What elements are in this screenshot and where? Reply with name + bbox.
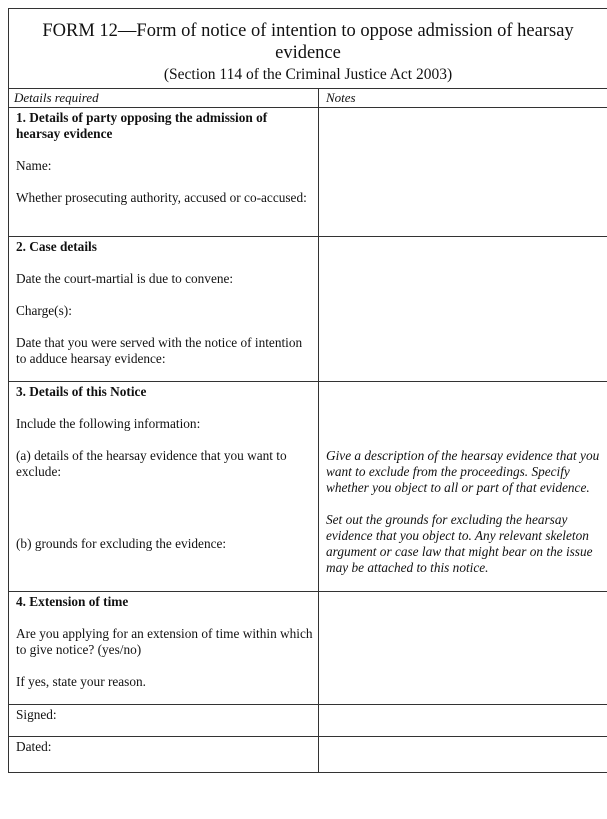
section-1-notes[interactable]	[319, 108, 607, 237]
form-title: FORM 12—Form of notice of intention to oppose admission of hearsay evidence	[42, 21, 574, 63]
form-header	[9, 8, 607, 89]
hearsay-details-field-label: (a) details of the hearsay evidence that you want to exclude:	[16, 448, 287, 479]
note-hearsay-description: Give a description of the hearsay evidence that you want to exclude from the proceedings. Specify whether you object to all or part of that evidence.	[326, 448, 600, 495]
form-table	[9, 89, 607, 773]
exclusion-grounds-field-label: (b) grounds for excluding the evidence:	[16, 536, 227, 551]
name-field-label: Name:	[16, 158, 52, 173]
convene-date-field-label: Date the court-martial is due to convene:	[16, 271, 234, 286]
signed-label: Signed:	[9, 705, 319, 737]
dated-label: Dated:	[9, 737, 319, 773]
hearsay-opposition-form	[8, 8, 607, 773]
section-3-heading: 3. Details of this Notice	[16, 384, 147, 399]
dated-row	[9, 737, 607, 773]
extension-reason-label: If yes, state your reason.	[16, 674, 146, 689]
dated-field[interactable]	[319, 737, 607, 773]
extension-question-label: Are you applying for an extension of time within which to give notice? (yes/no)	[16, 626, 313, 657]
served-date-field-label: Date that you were served with the notice of intention to adduce hearsay evidence:	[16, 335, 303, 366]
column-header-row	[9, 89, 607, 108]
form-subtitle: (Section 114 of the Criminal Justice Act 2003)	[163, 66, 453, 83]
section-2-row	[9, 237, 607, 382]
signed-field[interactable]	[319, 705, 607, 737]
section-3-notes	[319, 382, 607, 592]
section-3-details	[9, 382, 319, 592]
charges-field-label: Charge(s):	[16, 303, 72, 318]
note-exclusion-grounds: Set out the grounds for excluding the hearsay evidence that you object to. Any relevant skeleton argument or case law that might bear on the issue may be attached to this notice.	[326, 512, 593, 575]
section-1-heading: 1. Details of party opposing the admission of hearsay evidence	[16, 110, 268, 141]
column-details-required: Details required	[9, 89, 319, 108]
section-2-notes[interactable]	[319, 237, 607, 382]
column-notes: Notes	[319, 89, 607, 108]
section-2-details	[9, 237, 319, 382]
party-role-field-label: Whether prosecuting authority, accused or co-accused:	[16, 190, 307, 205]
include-info-text: Include the following information:	[16, 416, 201, 431]
section-1-row	[9, 108, 607, 237]
section-4-heading: 4. Extension of time	[16, 594, 129, 609]
signed-row	[9, 705, 607, 737]
section-4-details	[9, 592, 319, 705]
section-3-row	[9, 382, 607, 592]
section-1-details	[9, 108, 319, 237]
section-4-notes[interactable]	[319, 592, 607, 705]
section-2-heading: 2. Case details	[16, 239, 97, 254]
section-4-row	[9, 592, 607, 705]
